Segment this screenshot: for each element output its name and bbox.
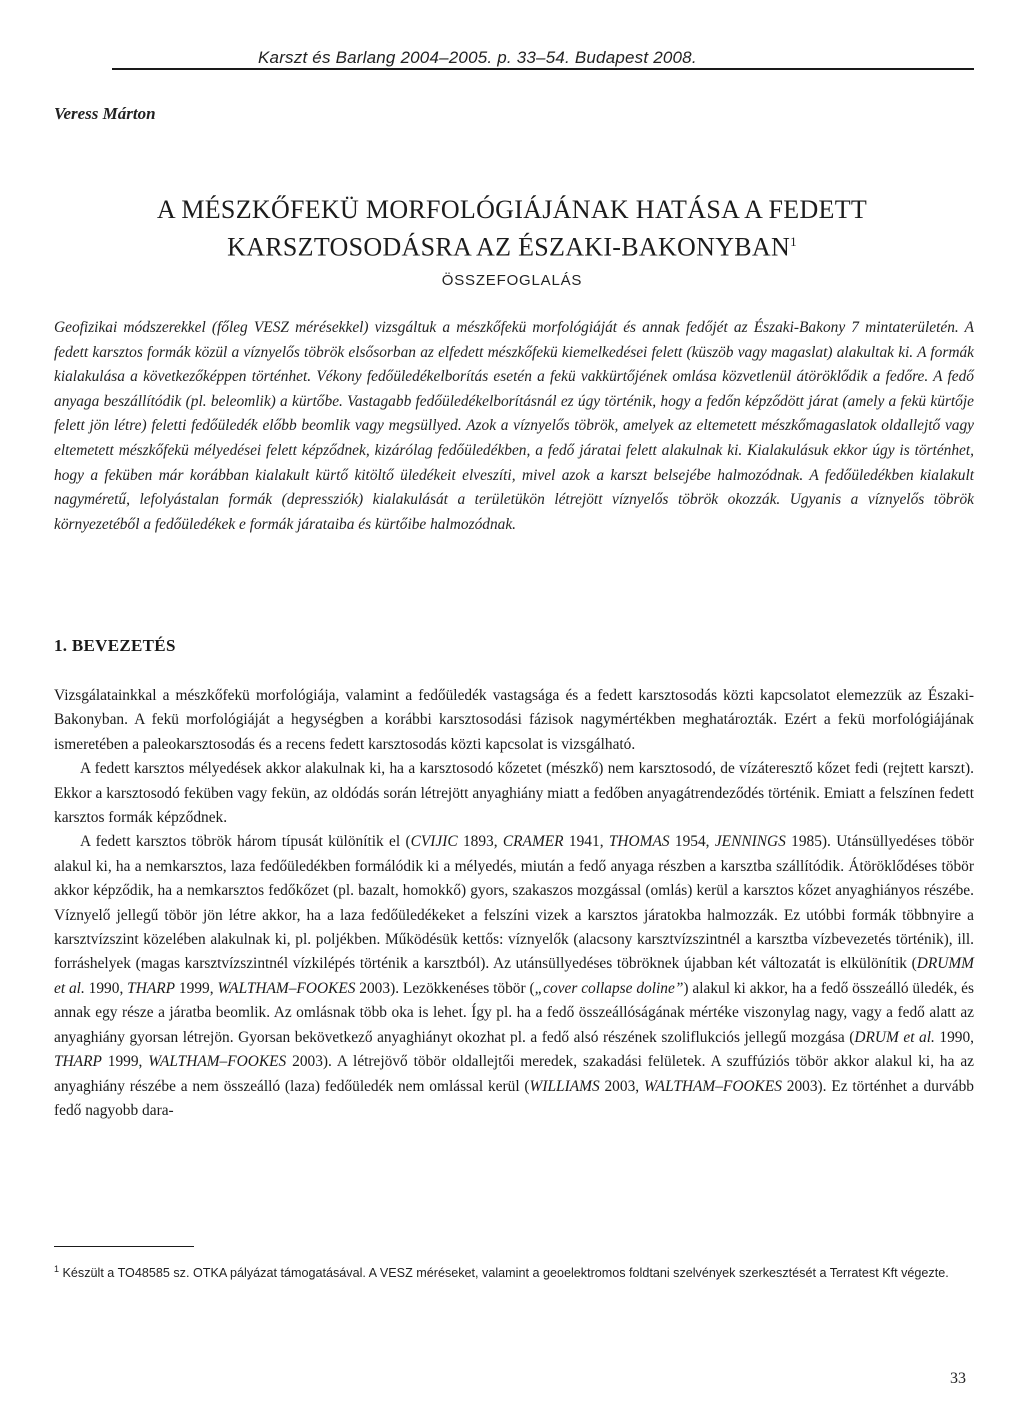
article-title	[70, 194, 954, 264]
footnote-rule	[54, 1246, 194, 1247]
citation-author: WALTHAM–FOOKES	[217, 979, 356, 997]
text-run: 1954,	[669, 833, 715, 851]
citation-author: THARP	[127, 979, 176, 997]
text-run: 2003). Lezökkenéses töbör (	[355, 979, 535, 997]
citation-author: DRUM et al.	[854, 1028, 935, 1046]
quoted-term: „cover collapse doline”	[534, 979, 684, 997]
header-rule	[112, 68, 974, 70]
footnote	[54, 1258, 974, 1284]
citation-author: CRAMER	[502, 833, 564, 851]
citation-author: THOMAS	[608, 833, 670, 851]
citation-author: DRUMM et al.	[54, 955, 974, 997]
text-run: 1990,	[84, 979, 128, 997]
introduction-body	[54, 684, 974, 1123]
text-run: 1941,	[563, 833, 609, 851]
summary-heading: ÖSSZEFOGLALÁS	[441, 272, 583, 289]
title-line-2	[70, 226, 954, 264]
abstract-text: Geofizikai módszerekkel (főleg VESZ mérésekkel) vizsgáltuk a mészkőfekü morfológiáját és annak fedőjét az Északi-Bakony 7 mintaterületén. A fedett karsztos formák közül a víznyelős töbrök elsősorban az elfedett mészkőfekü kiemelkedései felett (küszöb vagy magaslat) alakultak ki. A formák kialakulása a következőképpen történhet. Vékony fedőüledékelborítás esetén a fekü vakkürtőjének omlása közvetlenül átöröklődik a fedőre. A fedő anyaga beszállítódik (pl. beleomlik) a kürtőbe. Vastagabb fedőüledékelborításnál ez úgy történik, hogy a fedőn képződött járat (amely a fekü kürtője felett jön létre) feletti fedőüledék előbb beomlik vagy megsüllyed. Azok a víznyelős töbrök, amelyek az eltemetett mészkőmagaslatok oldallejtő vagy eltemetett mészkőfekü mélyedései felett képződnek, kizárólag fedőüledékben, a fedő járatai felett alakulnak ki. Kialakulásuk ekkor úgy is történhet, hogy a feküben már korábban kialakult kürtő kitöltő üledékeit elveszíti, mivel azok a karszt belsejébe halmozódnak. A fedőüledékben kialakult nagyméretű, lefolyástalan formák (depressziók) kialakulását a területükön létrejött víznyelős töbrök okozzák. Ugyanis a víznyelős töbrök környezetéből a fedőüledékek e formák járataiba és kürtőibe halmozódnak.	[54, 319, 974, 533]
citation-author: WILLIAMS	[529, 1077, 600, 1095]
text-run: 1990,	[934, 1028, 974, 1046]
citation-author: WALTHAM–FOOKES	[148, 1053, 287, 1071]
title-line-2-text: KARSZTOSODÁSRA AZ ÉSZAKI-BAKONYBAN	[227, 232, 791, 262]
citation-author: JENNINGS	[714, 833, 786, 851]
text-run: 1999,	[101, 1053, 149, 1071]
citation-author: WALTHAM–FOOKES	[643, 1077, 782, 1095]
citation-author: THARP	[54, 1053, 102, 1071]
paragraph-3	[54, 830, 974, 1123]
section-heading-introduction: 1. BEVEZETÉS	[54, 636, 176, 655]
running-header: Karszt és Barlang 2004–2005. p. 33–54. Budapest 2008.	[258, 48, 697, 67]
citation-author: CVIJIC	[410, 833, 458, 851]
paragraph-1: Vizsgálatainkkal a mészkőfekü morfológiája, valamint a fedőüledék vastagsága és a fedett karsztosodás közti kapcsolatot elemezzük az Északi-Bakonyban. A fekü morfológiáját a hegységben a korábbi karsztosodási fázisok nagymértékben meghatározták. Ezért a fekü morfológiájának ismeretében a paleokarsztosodás és a recens fedett karsztosodás közti kapcsolat is vizsgálható.	[54, 687, 974, 753]
text-run: 2003). Ez történhet a durvább fedő nagyobb dara-	[54, 1077, 974, 1119]
title-footnote-marker: 1	[790, 234, 797, 249]
paragraph-2: A fedett karsztos mélyedések akkor alakulnak ki, ha a karsztosodó kőzetet (mészkő) nem karsztosodó, de vízáteresztő kőzet fedi (rejtett karszt). Ekkor a karsztosodó feküben vagy fekün, az oldódás során létrejött anyaghiány miatt a fedőben anyagátrendeződés történik. Emiatt a felszínen fedett karsztos formák képződnek.	[54, 760, 974, 827]
author-name: Veress Márton	[54, 104, 156, 123]
text-run: A fedett karsztos töbrök három típusát különítik el (	[80, 833, 411, 851]
text-run: 2003). A létrejövő töbör oldallejtői meredek, szakadási felületek. A szuffúziós töbör akkor alakul ki, ha az anyaghiány részébe a nem összeálló (laza) fedőüledék nem omlással kerül (	[54, 1053, 974, 1095]
footnote-text: Készült a TO48585 sz. OTKA pályázat támogatásával. A VESZ méréseket, valamint a geoelektromos foldtani szelvények szerkesztését a Terratest Kft végezte.	[59, 1266, 949, 1281]
page-number: 33	[950, 1370, 966, 1387]
text-run: 2003,	[599, 1077, 644, 1095]
footnote-marker: 1	[54, 1264, 60, 1274]
title-line-1: A MÉSZKŐFEKÜ MORFOLÓGIÁJÁNAK HATÁSA A FEDETT	[156, 195, 868, 224]
text-run: ) alakul ki akkor, ha a fedő összeálló üledék, és annak egy része a járatba beomlik. Az omlásnak több oka is lehet. Így pl. ha a fedő összeállóságának mértéke viszonylag nagy, vagy a fedő alatt az anyaghiány gyorsan létrejön. Gyorsan bekövetkező anyaghiányt okozhat pl. a fedő alsó részének szoliflukciós jellegű mozgása (	[54, 979, 974, 1046]
text-run: 1999,	[175, 979, 218, 997]
text-run: 1985). Utánsüllyedéses töbör alakul ki, ha a nemkarsztos, laza fedőüledékben formálódik ki a mélyedés, miután a fedő anyaga részben a karsztba szállítódik. Átöröklődéses töbör akkor képződik, ha a nemkarsztos fedőkőzet (pl. bazalt, homokkő) gyors, szakaszos mozgással (omlás) kerül a karsztos kőzet anyaghiányos részébe. Víznyelő jellegű töbör jön létre akkor, ha a laza fedőüledékeket a felszíni vizek a karsztos járatokba halmozzák. Ez utóbbi formák többnyire a karsztvízszint közelében alakulnak ki, pl. poljékben. Működésük kettős: víznyelők (alacsony karsztvízszintnél a karsztba vízbevezetés történik), ill. forráshelyek (magas karsztvízszintnél vízkilépés történik a karsztból). Az utánsüllyedéses töbröknek újabban két változatát is elkülönítik (	[54, 833, 975, 973]
text-run: 1893,	[457, 833, 503, 851]
